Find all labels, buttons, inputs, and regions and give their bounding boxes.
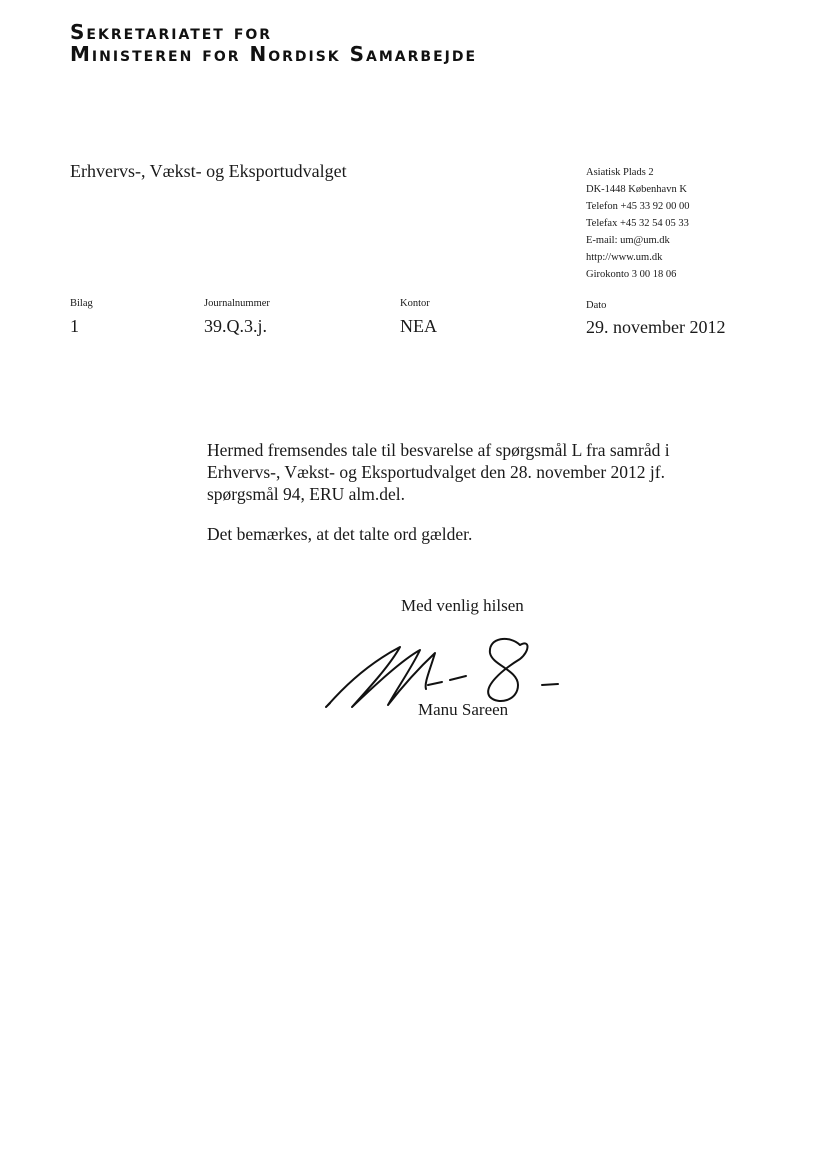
bilag-label: Bilag: [70, 298, 93, 309]
address-fax: Telefax +45 32 54 05 33: [586, 218, 689, 229]
letterhead-line-2: Ministeren for Nordisk Samarbejde: [70, 42, 478, 66]
letter-body: [207, 439, 697, 545]
address-web: http://www.um.dk: [586, 252, 663, 263]
address-street: Asiatisk Plads 2: [586, 167, 654, 178]
body-paragraph-1: Hermed fremsendes tale til besvarelse af spørgsmål L fra samråd i Erhvervs-, Vækst- og Eksportudvalget den 28. november 2012 jf. spørgsmål 94, ERU alm.del.: [207, 440, 670, 504]
dato-value: 29. november 2012: [586, 317, 726, 337]
journal-value: 39.Q.3.j.: [204, 316, 267, 336]
journal-label: Journalnummer: [204, 298, 270, 309]
kontor-value: NEA: [400, 316, 437, 336]
address-city: DK-1448 København K: [586, 184, 687, 195]
signer-name: Manu Sareen: [418, 700, 509, 719]
address-phone: Telefon +45 33 92 00 00: [586, 201, 690, 212]
address-giro: Girokonto 3 00 18 06: [586, 269, 677, 280]
address-email: E-mail: um@um.dk: [586, 235, 670, 246]
kontor-label: Kontor: [400, 298, 430, 309]
body-paragraph-2: Det bemærkes, at det talte ord gælder.: [207, 524, 473, 544]
letterhead-line-1: Sekretariatet for: [70, 20, 273, 44]
sender-address: [586, 164, 689, 283]
dato-label: Dato: [586, 300, 607, 311]
bilag-value: 1: [70, 316, 79, 336]
closing: Med venlig hilsen: [401, 596, 524, 615]
recipient: Erhvervs-, Vækst- og Eksportudvalget: [70, 161, 347, 181]
